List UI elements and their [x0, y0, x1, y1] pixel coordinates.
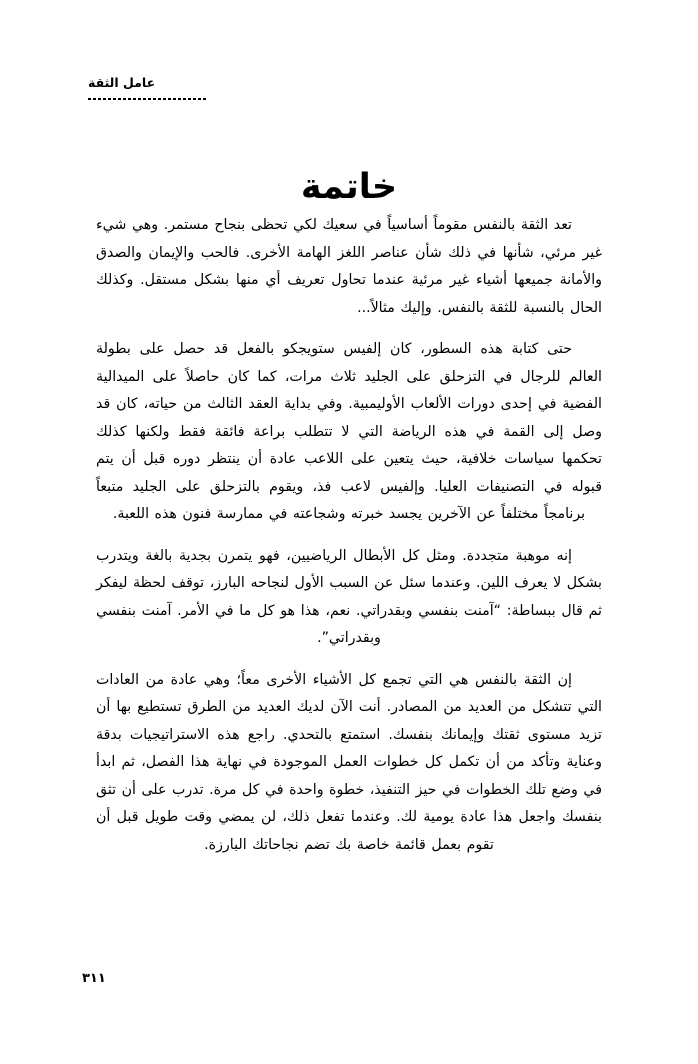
paragraph-1: تعد الثقة بالنفس مقوماً أساسياً في سعيك لكي تحظى بنجاح مستمر. وهي شيء غير مرئي، شأنها في ذلك شأن عناصر اللغز الهامة الأخرى. فالحب والإيمان والصدق والأمانة جميعها أشياء غير مرئية عندما تحاول تعريف أي منها بشكل مستقل. وكذلك الحال بالنسبة للثقة بالنفس. وإليك مثالاً... — [96, 217, 602, 316]
page-number: ٣١١ — [82, 971, 106, 986]
chapter-title: خاتمة — [300, 167, 398, 208]
paragraph-3: إنه موهبة متجددة. ومثل كل الأبطال الرياضيين، فهو يتمرن بجدية بالغة ويتدرب بشكل لا يعرف اللين. وعندما سئل عن السبب الأول لنجاحه البارز، توقف لحظة ليفكر ثم قال ببساطة: “آمنت بنفسي وبقدراتي. نعم، هذا هو كل ما في الأمر. آمنت بنفسي وبقدراتي”. — [96, 547, 602, 646]
header-rule-divider — [88, 98, 206, 100]
paragraph-2: حتى كتابة هذه السطور، كان إلفيس ستويجكو بالفعل قد حصل على بطولة العالم للرجال في التزحلق على الجليد ثلاث مرات، كما كان حاصلاً على الميدالية الفضية في إحدى دورات الألعاب الأوليمبية. وفي بداية العقد الثالث من حياته، كان قد وصل إلى القمة في هذه الرياضة التي لا تتطلب براعة فائقة فقط ولكنها كذلك تحكمها سياسات خلافية، حيث يتعين على اللاعب عادة أن ينتظر دوره قبل أن يتم قبوله في التصنيفات العليا. وإلفيس لاعب فذ، ويقوم بالتزحلق على الجليد متبعاً برنامجاً مختلفاً عن الآخرين يجسد خبرته وشجاعته في ممارسة فنون هذه اللعبة. — [96, 341, 602, 522]
running-header — [88, 72, 201, 92]
body-text-block — [96, 212, 602, 859]
paragraph-4: إن الثقة بالنفس هي التي تجمع كل الأشياء الأخرى معاً؛ وهي عادة من العادات التي تتشكل من العديد من المصادر. أنت الآن لديك العديد من الطرق تستطيع بها أن تزيد مستوى ثقتك وإيمانك بنفسك. استمتع بالتحدي. راجع هذه الاستراتيجيات بدقة وعناية وتأكد من أن تكمل كل خطوات العمل الموجودة في نهاية هذا الفصل، ثم ابدأ في وضع تلك الخطوات في حيز التنفيذ، خطوة واحدة في كل مرة. تدرب على أن تثق بنفسك واجعل هذا عادة يومية لك. وعندما تفعل ذلك، لن يمضي وقت طويل قبل أن تقوم بعمل قائمة خاصة بك تضم نجاحاتك البارزة. — [96, 671, 602, 853]
running-header-text: عامل الثقة — [88, 75, 156, 90]
